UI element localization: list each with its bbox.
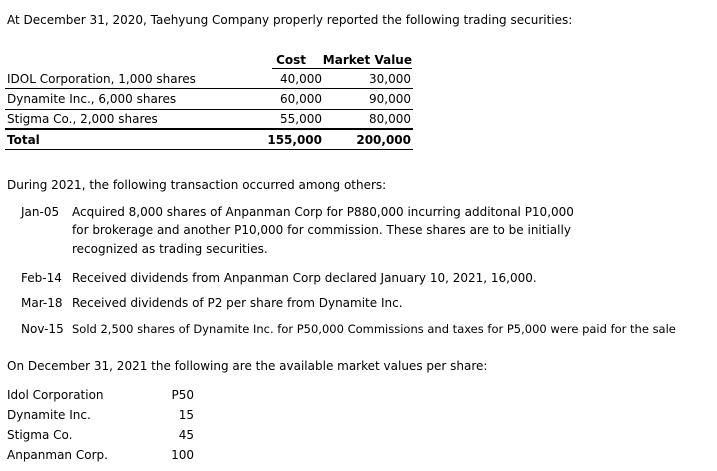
transaction-date: Jan-05: [21, 205, 60, 219]
total-cost: 155,000: [267, 133, 322, 147]
table-row-name: Dynamite Inc., 6,000 shares: [7, 92, 177, 106]
header-underline: [272, 68, 412, 69]
transaction-line: Sold 2,500 shares of Dynamite Inc. for P50,000 Commissions and taxes for P5,000 were paid for the sale: [72, 322, 676, 336]
market-value-name: Stigma Co.: [7, 428, 73, 442]
market-value-name: Anpanman Corp.: [7, 448, 108, 462]
transaction-date: Feb-14: [21, 271, 62, 285]
row-divider: [5, 88, 413, 89]
transaction-date: Nov-15: [21, 322, 64, 336]
transaction-line: Received dividends of P2 per share from Dynamite Inc.: [72, 296, 403, 310]
transaction-line: for brokerage and another P10,000 for commission. These shares are to be initially: [72, 223, 571, 237]
transaction-line: Acquired 8,000 shares of Anpanman Corp for P880,000 incurring additonal P10,000: [72, 205, 574, 219]
table-row-market: 30,000: [369, 72, 411, 86]
market-value-name: Idol Corporation: [7, 388, 104, 402]
market-value-price: P50: [171, 388, 194, 402]
table-row-cost: 55,000: [280, 112, 322, 126]
intro-text: At December 31, 2020, Taehyung Company properly reported the following trading securities:: [7, 13, 573, 27]
transaction-line: Received dividends from Anpanman Corp declared January 10, 2021, 16,000.: [72, 271, 537, 285]
table-row-market: 90,000: [369, 92, 411, 106]
total-label: Total: [7, 133, 40, 147]
table-row-name: Stigma Co., 2,000 shares: [7, 112, 158, 126]
market-value-price: 45: [178, 428, 194, 442]
table-row-cost: 40,000: [280, 72, 322, 86]
table-row-cost: 60,000: [280, 92, 322, 106]
table-row-name: IDOL Corporation, 1,000 shares: [7, 72, 196, 86]
market-values-intro: On December 31, 2021 the following are the available market values per share:: [7, 359, 488, 373]
transaction-line: recognized as trading securities.: [72, 242, 268, 256]
market-value-price: 100: [171, 448, 194, 462]
transactions-intro: During 2021, the following transaction occurred among others:: [7, 178, 387, 192]
total-rule: [5, 128, 413, 130]
market-value-price: 15: [178, 408, 194, 422]
table-row-market: 80,000: [369, 112, 411, 126]
total-underline: [5, 149, 413, 150]
row-divider: [5, 109, 413, 110]
header-market-value: Market Value: [322, 53, 412, 67]
total-market: 200,000: [356, 133, 411, 147]
market-value-name: Dynamite Inc.: [7, 408, 91, 422]
header-cost: Cost: [276, 53, 306, 67]
transaction-date: Mar-18: [21, 296, 63, 310]
